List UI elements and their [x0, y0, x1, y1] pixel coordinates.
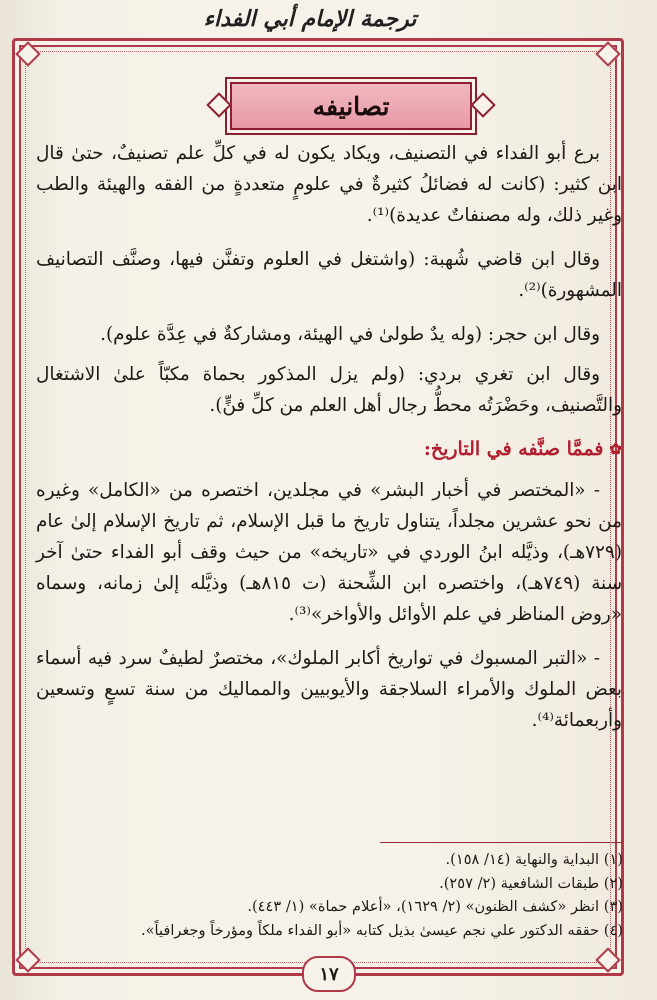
section-heading: تصانيفه: [312, 91, 390, 121]
running-head: ترجمة الإمام أبي الفداء: [203, 6, 417, 32]
paragraph: وقال ابن قاضي شُهبة: (واشتغل في العلوم وتفنَّن فيها، وصنَّف التصانيف المشهورة)⁽²⁾.: [36, 249, 622, 301]
page-number: ١٧: [302, 956, 356, 992]
paragraph: وقال ابن حجر: (وله يدٌ طولىٰ في الهيئة، ومشاركةٌ في عِدَّة علوم).: [100, 324, 600, 345]
section-heading-box: [230, 82, 472, 130]
flower-bullet-icon: ✿: [609, 440, 622, 458]
subheading-text: فممَّا صنَّفه في التاريخ:: [423, 438, 604, 460]
corner-ornament-icon: [15, 41, 40, 66]
corner-ornament-icon: [15, 947, 40, 972]
footnote-divider: [380, 842, 622, 843]
footnote: (١) البداية والنهاية (١٤/ ١٥٨).: [445, 851, 623, 868]
footnote: (٢) طبقات الشافعية (٢/ ٢٥٧).: [439, 874, 623, 892]
footnotes: [38, 848, 623, 942]
paragraph: برع أبو الفداء في التصنيف، ويكاد يكون له في كلِّ علم تصنيفٌ، حتىٰ قال ابن كثير: (كانت له فضائلُ كثيرةٌ في علومٍ متعددةٍ من الفقه والهيئة والطب وغير ذلك، وله مصنفاتٌ عديدة)⁽¹⁾.: [36, 143, 622, 226]
list-item: - «المختصر في أخبار البشر» في مجلدين، اختصره من «الكامل» وغيره من نحو عشرين مجلداً، يتناول تاريخ ما قبل الإسلام، ثم تاريخ الإسلام إلىٰ عام (٧٢٩هـ)، وذيَّله ابنُ الوردي في «تاريخه» من حيث وقف أبو الفداء حتىٰ آخر سنة (٧٤٩هـ)، واختصره ابن الشِّحنة (ت ٨١٥هـ) وذيَّله إلىٰ زمانه، وسماه «روض المناظر في علم الأوائل والأواخر»⁽³⁾.: [36, 480, 623, 625]
footnote: (٤) حققه الدكتور علي نجم عيسىٰ بذيل كتابه «أبو الفداء ملكاً ومؤرخاً وجغرافياً».: [140, 921, 623, 939]
footnote: (٣) انظر «كشف الظنون» (٢/ ١٦٢٩)، «أعلام حماة» (١/ ٤٤٣).: [247, 898, 623, 915]
list-item: - «التبر المسبوك في تواريخ أكابر الملوك»، مختصرٌ لطيفٌ سرد فيه أسماء بعض الملوك والأمراء السلاجقة والأيوبيين والمماليك من سنة تسعٍ وتسعين وأربعمائة⁽⁴⁾.: [36, 648, 622, 731]
corner-ornament-icon: [595, 947, 620, 972]
main-text: [36, 138, 622, 749]
paragraph: وقال ابن تغري بردي: (ولم يزل المذكور بحماة مكبّاً علىٰ الاشتغال والتَّصنيف، وحَضْرَتُه محطُّ رجال أهل العلم من كلِّ فنٍّ).: [36, 364, 622, 416]
subheading: [36, 434, 622, 465]
corner-ornament-icon: [595, 41, 620, 66]
